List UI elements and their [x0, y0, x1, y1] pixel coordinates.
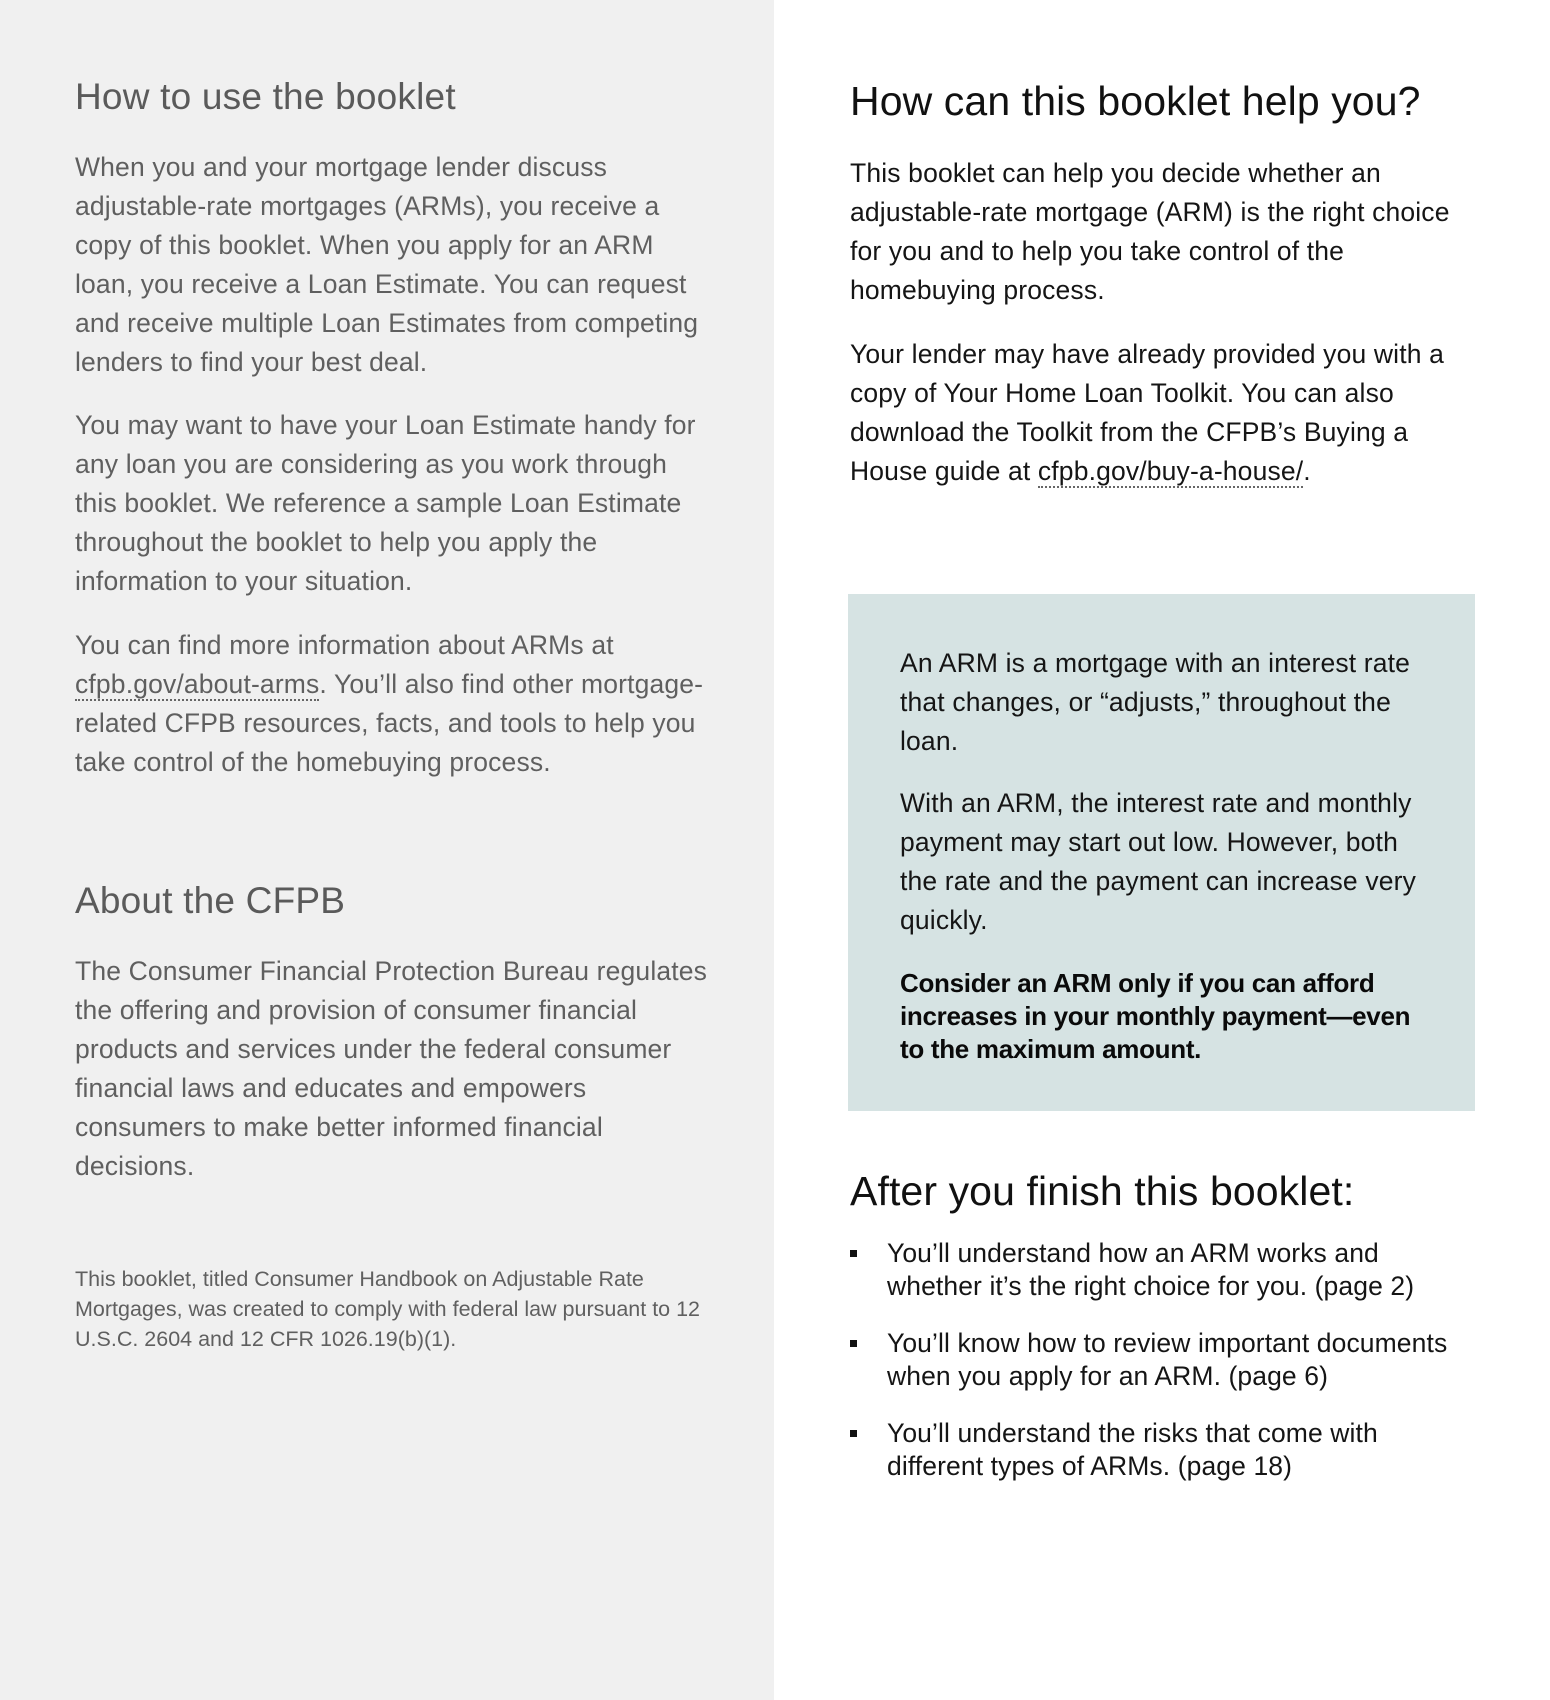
- more-info-text-after: . You’ll also find other mortgage-related CFPB resources, facts, and tools to help you take control of the homebuying process.: [75, 669, 704, 777]
- arm-definition-callout: [848, 594, 1475, 1111]
- square-bullet-icon: [850, 1340, 857, 1347]
- help-paragraph-2-text-before: Your lender may have already provided you with a copy of Your Home Loan Toolkit. You can also download the Toolkit from the CFPB’s Buying a House guide at: [850, 339, 1444, 486]
- more-info-paragraph: [75, 626, 715, 782]
- about-cfpb-heading: About the CFPB: [75, 880, 346, 921]
- about-cfpb-paragraph: The Consumer Financial Protection Bureau regulates the offering and provision of consumer financial products and services under the federal consumer financial laws and educates and empowers consumers to make better informed financial decisions.: [75, 956, 708, 1181]
- how-to-use-heading: How to use the booklet: [75, 76, 456, 117]
- help-heading: How can this booklet help you?: [850, 78, 1421, 124]
- about-arms-link[interactable]: cfpb.gov/about-arms: [75, 669, 320, 699]
- help-paragraph-2-text-after: .: [1303, 456, 1311, 486]
- list-item-text: You’ll know how to review important documents when you apply for an ARM. (page 6): [887, 1328, 1448, 1391]
- help-paragraph-2: [850, 335, 1450, 491]
- callout-emphasis: Consider an ARM only if you can afford increases in your monthly payment—even to the maximum amount.: [900, 968, 1411, 1064]
- how-to-use-paragraph-1: When you and your mortgage lender discuss adjustable-rate mortgages (ARMs), you receive a copy of this booklet. When you apply for an ARM loan, you receive a Loan Estimate. You can request and receive multiple Loan Estimates from competing lenders to find your best deal.: [75, 152, 699, 377]
- how-to-use-paragraph-2: You may want to have your Loan Estimate handy for any loan you are considering as you work through this booklet. We reference a sample Loan Estimate throughout the booklet to help you apply the information to your situation.: [75, 410, 696, 596]
- callout-definition: An ARM is a mortgage with an interest rate that changes, or “adjusts,” throughout the loan.: [900, 648, 1411, 756]
- square-bullet-icon: [850, 1430, 857, 1437]
- help-paragraph-1: This booklet can help you decide whether an adjustable-rate mortgage (ARM) is the right choice for you and to help you take control of the homebuying process.: [850, 158, 1450, 305]
- list-item: [850, 1237, 1480, 1303]
- list-item-text: You’ll understand how an ARM works and whether it’s the right choice for you. (page 2): [887, 1238, 1415, 1301]
- callout-warning: With an ARM, the interest rate and monthly payment may start out low. However, both the rate and the payment can increase very quickly.: [900, 788, 1416, 935]
- list-item: [850, 1327, 1480, 1393]
- list-item: [850, 1417, 1480, 1483]
- after-list: [850, 1237, 1480, 1507]
- square-bullet-icon: [850, 1250, 857, 1257]
- list-item-text: You’ll understand the risks that come with different types of ARMs. (page 18): [887, 1418, 1378, 1481]
- buy-a-house-link[interactable]: cfpb.gov/buy-a-house/: [1037, 456, 1304, 486]
- after-heading: After you finish this booklet:: [850, 1168, 1355, 1214]
- more-info-text-before: You can find more information about ARMs at: [75, 630, 614, 660]
- legal-note: This booklet, titled Consumer Handbook on Adjustable Rate Mortgages, was created to comply with federal law pursuant to 12 U.S.C. 2604 and 12 CFR 1026.19(b)(1).: [75, 1267, 701, 1351]
